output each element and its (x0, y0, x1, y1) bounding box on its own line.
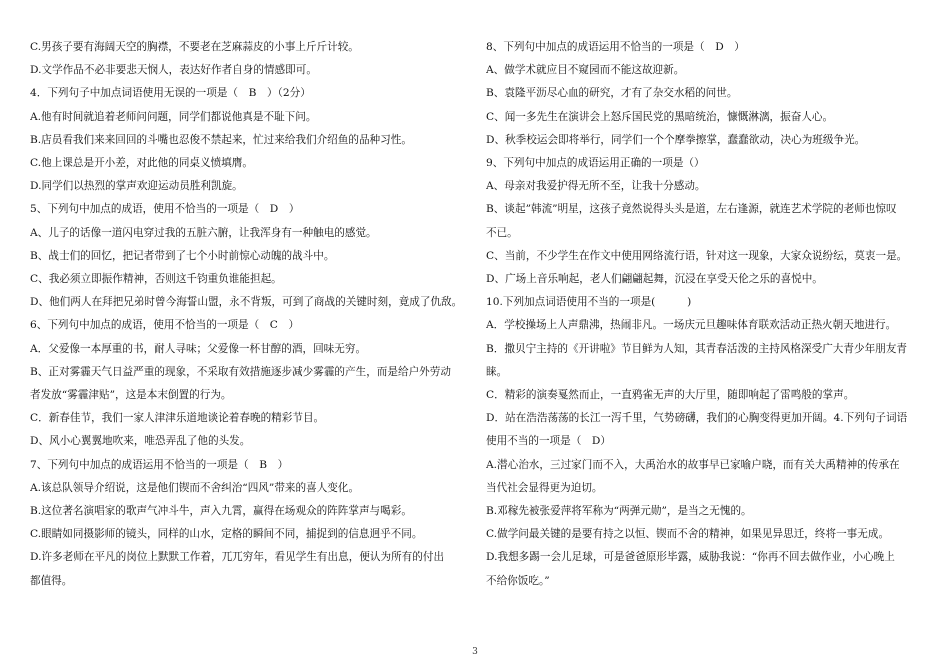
question-line: 5、下列句中加点的成语，使用不恰当的一项是（ D ） (30, 203, 300, 216)
question-line: A.他有时间就追着老师问问题，同学们都说他真是不耻下问。 (30, 110, 317, 123)
question-line: B、正对雾霾天气日益严重的现象，不采取有效措施逐步减少雾霾的产生，而是给户外劳动 (30, 365, 451, 378)
question-line: A.该总队领导介绍说，这是他们锲而不舍纠治“四风”带来的喜人变化。 (30, 481, 360, 494)
question-line: D、秋季校运会即将举行，同学们一个个摩拳擦掌，蠢蠢欲动，决心为班级争光。 (486, 133, 866, 146)
question-line: 使用不当的一项是（ D） (486, 435, 612, 448)
question-line: 6、下列句中加点的成语，使用不恰当的一项是（ C ） (30, 319, 300, 332)
question-line: D.许多老师在平凡的岗位上默默工作着，兀兀穷年，看见学生有出息，便认为所有的付出 (30, 551, 445, 564)
question-line: D.同学们以热烈的掌声欢迎运动员胜利凯旋。 (30, 180, 243, 193)
question-line: A、母亲对我爱护得无所不至，让我十分感动。 (486, 180, 706, 193)
question-line: C.他上课总是开小差，对此他的同桌义愤填膺。 (30, 157, 253, 170)
question-line: 10.下列加点词语使用不当的一项是( ) (486, 296, 692, 309)
question-line: B、袁隆平沥尽心血的研究，才有了杂交水稻的问世。 (486, 87, 738, 100)
question-line: D、他们两人在拜把兄弟时曾今海誓山盟，永不背叛，可到了商战的关键时刻，竟成了仇敌。 (30, 296, 463, 309)
question-line: 都值得。 (30, 574, 73, 587)
question-line: 7、下列句中加点的成语运用不恰当的一项是（ B ） (30, 458, 289, 471)
question-line: A.潜心治水，三过家门而不入，大禹治水的故事早已家喻户晓，而有关大禹精神的传承在 (486, 458, 900, 471)
page-number: 3 (472, 647, 478, 657)
question-line: C．精彩的演奏戛然而止，一直鸦雀无声的大厅里，随即响起了雷鸣般的掌声。 (486, 389, 855, 402)
question-line: A．父爱像一本厚重的书，耐人寻味；父爱像一杯甘醇的酒，回味无穷。 (30, 342, 367, 355)
question-line: 睐。 (486, 365, 508, 378)
question-line: D.我想多踢一会儿足球，可是爸爸原形毕露，威胁我说：“你再不回去做作业，小心晚上 (486, 551, 895, 564)
question-line: 当代社会显得更为迫切。 (486, 481, 603, 494)
question-line: A．学校操场上人声鼎沸，热闹非凡。一场庆元旦趣味体育联欢活动正热火朝天地进行。 (486, 319, 897, 332)
question-line: 不已。 (486, 226, 518, 239)
question-line: 者发放“雾霾津贴”，这是本末倒置的行为。 (30, 389, 232, 402)
question-line: C.做学问最关键的是要有持之以恒、锲而不舍的精神，如果见异思迁，终将一事无成。 (486, 528, 890, 541)
question-line: A、做学术就应目不窥园而不能这故迎新。 (486, 64, 685, 77)
question-line: C、我必须立即振作精神，否则这千钧重负谁能担起。 (30, 273, 282, 286)
question-line: C.眼睛如同摄影师的镜头，同样的山水，定格的瞬间不同，捕捉到的信息迥乎不同。 (30, 528, 423, 541)
question-line: D、广场上音乐响起，老人们翩翩起舞，沉浸在享受天伦之乐的喜悦中。 (486, 273, 823, 286)
question-line: 9、下列句中加点的成语运用正确的一项是（） (486, 157, 705, 170)
question-line: C、当前，不少学生在作文中使用网络流行语，针对这一现象，大家众说纷纭，莫衷一是。 (486, 249, 908, 262)
question-line: C、闻一多先生在演讲会上怒斥国民党的黑暗统治，慷慨淋漓，振奋人心。 (486, 110, 834, 123)
question-line: B.邓稼先被张爱萍将军称为“两弹元勋”，是当之无愧的。 (486, 505, 752, 518)
right-column (486, 36, 926, 593)
question-line: B.店员看我们来来回回的斗嘴也忍俊不禁起来，忙过来给我们介绍鱼的品种习性。 (30, 133, 412, 146)
question-line: D．站在浩浩荡荡的长江一泻千里，气势磅礴，我们的心胸变得更加开阔。4.下列句子词语 (486, 412, 908, 425)
question-line: B.这位著名演唱家的歌声气冲斗牛，声入九霄，赢得在场观众的阵阵掌声与喝彩。 (30, 505, 412, 518)
question-line: 不给你饭吃。” (486, 574, 550, 587)
question-line: D、风小心翼翼地吹来，唯恐弄乱了他的头发。 (30, 435, 251, 448)
question-line: 4．下列句子中加点词语使用无误的一项是（ B ）（2分） (30, 87, 311, 100)
question-line: D.文学作品不必非要悲天悯人，表达好作者自身的情感即可。 (30, 64, 317, 77)
question-line: C.男孩子要有海阔天空的胸襟，不要老在芝麻蒜皮的小事上斤斤计较。 (30, 41, 359, 53)
question-line: C．新春佳节，我们一家人津津乐道地谈论着春晚的精彩节目。 (30, 412, 325, 425)
question-line: A、儿子的话像一道闪电穿过我的五脏六腑，让我浑身有一种触电的感觉。 (30, 226, 377, 239)
left-column (30, 36, 463, 593)
question-line: B、谈起”韩流”明星，这孩子竟然说得头头是道，左右逢源，就连艺术学院的老师也惊叹 (486, 203, 897, 216)
question-line: 8、下列句中加点的成语运用不恰当的一项是（ D ） (486, 41, 745, 53)
question-line: B．撒贝宁主持的《开讲啦》节目鲜为人知，其青春活泼的主持风格深受广大青少年朋友青 (486, 342, 907, 355)
question-line: B、战士们的回忆，把记者带到了七个小时前惊心动魄的战斗中。 (30, 249, 335, 262)
